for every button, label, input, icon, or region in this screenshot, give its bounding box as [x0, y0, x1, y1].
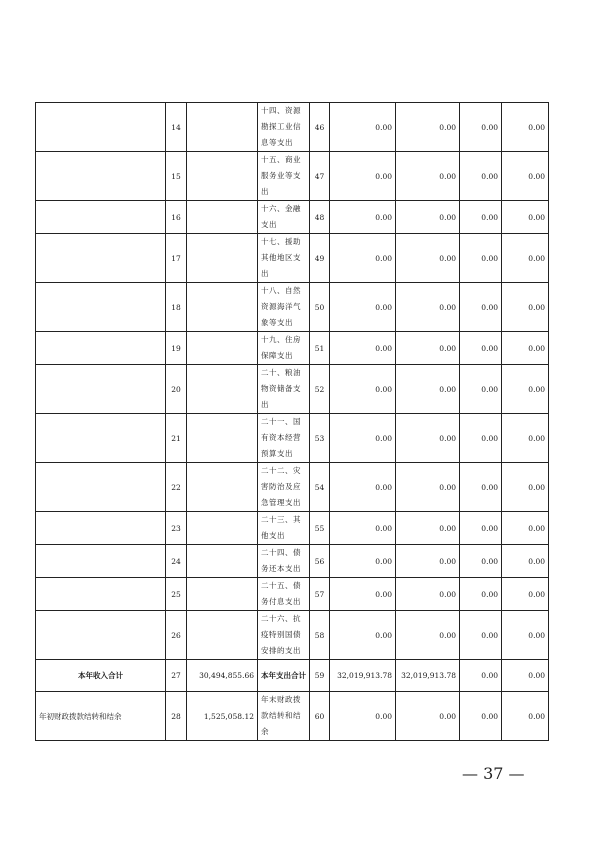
row-value-capital: 0.00	[502, 201, 549, 234]
row-right-number: 52	[310, 365, 330, 414]
row-value-total: 0.00	[330, 234, 396, 283]
row-left-amount	[187, 578, 258, 611]
row-value-fund: 0.00	[460, 152, 502, 201]
row-expense-item: 二十三、其他支出	[258, 512, 310, 545]
row-left-amount	[187, 611, 258, 660]
row-value-total: 0.00	[330, 578, 396, 611]
page-number: — 37 —	[462, 764, 525, 783]
row-left-label	[36, 611, 166, 660]
row-value-general: 0.00	[396, 578, 460, 611]
row-value-general: 0.00	[396, 201, 460, 234]
table-row	[36, 660, 549, 692]
row-right-number: 48	[310, 201, 330, 234]
row-left-number: 15	[166, 152, 187, 201]
row-left-amount	[187, 201, 258, 234]
row-left-label	[36, 578, 166, 611]
table-row	[36, 365, 549, 414]
row-value-fund: 0.00	[460, 201, 502, 234]
row-left-amount: 1,525,058.12	[187, 692, 258, 741]
row-value-fund: 0.00	[460, 234, 502, 283]
row-right-number: 59	[310, 660, 330, 692]
row-left-label	[36, 332, 166, 365]
row-expense-item: 二十五、债务付息支出	[258, 578, 310, 611]
row-value-total: 0.00	[330, 611, 396, 660]
table-body	[36, 103, 549, 741]
row-value-capital: 0.00	[502, 545, 549, 578]
row-left-label	[36, 103, 166, 152]
row-value-capital: 0.00	[502, 414, 549, 463]
table-row	[36, 512, 549, 545]
row-left-number: 24	[166, 545, 187, 578]
row-value-fund: 0.00	[460, 332, 502, 365]
row-expense-item: 二十一、国有资本经营预算支出	[258, 414, 310, 463]
table-row	[36, 414, 549, 463]
row-value-general: 0.00	[396, 283, 460, 332]
row-expense-item: 二十二、灾害防治及应急管理支出	[258, 463, 310, 512]
row-value-general: 0.00	[396, 463, 460, 512]
row-value-fund: 0.00	[460, 545, 502, 578]
row-value-capital: 0.00	[502, 103, 549, 152]
row-left-number: 23	[166, 512, 187, 545]
row-value-fund: 0.00	[460, 512, 502, 545]
row-left-label	[36, 152, 166, 201]
row-expense-item: 二十四、债务还本支出	[258, 545, 310, 578]
row-left-label	[36, 545, 166, 578]
table-row	[36, 545, 549, 578]
row-value-capital: 0.00	[502, 283, 549, 332]
row-expense-item: 本年支出合计	[258, 660, 310, 692]
row-value-general: 0.00	[396, 611, 460, 660]
row-left-amount	[187, 545, 258, 578]
row-left-amount	[187, 103, 258, 152]
row-expense-item: 二十、粮油物资储备支出	[258, 365, 310, 414]
row-value-total: 0.00	[330, 414, 396, 463]
row-value-fund: 0.00	[460, 578, 502, 611]
row-expense-item: 年末财政拨款结转和结余	[258, 692, 310, 741]
table-row	[36, 152, 549, 201]
row-value-total: 0.00	[330, 103, 396, 152]
row-left-label	[36, 512, 166, 545]
row-value-capital: 0.00	[502, 365, 549, 414]
row-right-number: 57	[310, 578, 330, 611]
row-left-number: 28	[166, 692, 187, 741]
row-right-number: 53	[310, 414, 330, 463]
row-value-fund: 0.00	[460, 365, 502, 414]
row-value-total: 0.00	[330, 152, 396, 201]
row-value-total: 0.00	[330, 201, 396, 234]
row-value-general: 0.00	[396, 152, 460, 201]
row-right-number: 51	[310, 332, 330, 365]
row-right-number: 56	[310, 545, 330, 578]
row-value-total: 0.00	[330, 463, 396, 512]
row-value-total: 0.00	[330, 512, 396, 545]
row-left-amount	[187, 414, 258, 463]
row-left-label: 年初财政拨款结转和结余	[36, 692, 166, 741]
row-value-capital: 0.00	[502, 234, 549, 283]
row-value-general: 0.00	[396, 414, 460, 463]
row-left-number: 19	[166, 332, 187, 365]
row-expense-item: 十九、住房保障支出	[258, 332, 310, 365]
row-value-general: 32,019,913.78	[396, 660, 460, 692]
row-value-fund: 0.00	[460, 103, 502, 152]
row-left-label: 本年收入合计	[36, 660, 166, 692]
row-value-capital: 0.00	[502, 152, 549, 201]
row-value-capital: 0.00	[502, 463, 549, 512]
row-expense-item: 十四、资源勘探工业信息等支出	[258, 103, 310, 152]
row-left-amount	[187, 283, 258, 332]
row-expense-item: 十五、商业服务业等支出	[258, 152, 310, 201]
row-right-number: 50	[310, 283, 330, 332]
row-right-number: 55	[310, 512, 330, 545]
row-value-total: 0.00	[330, 692, 396, 741]
table-row	[36, 332, 549, 365]
row-left-label	[36, 414, 166, 463]
row-value-fund: 0.00	[460, 660, 502, 692]
table-row	[36, 201, 549, 234]
row-value-total: 0.00	[330, 332, 396, 365]
row-value-fund: 0.00	[460, 283, 502, 332]
row-left-number: 18	[166, 283, 187, 332]
row-value-capital: 0.00	[502, 578, 549, 611]
row-left-amount: 30,494,855.66	[187, 660, 258, 692]
row-expense-item: 十七、援助其他地区支出	[258, 234, 310, 283]
row-left-amount	[187, 512, 258, 545]
row-expense-item: 二十六、抗疫特别国债安排的支出	[258, 611, 310, 660]
row-value-total: 0.00	[330, 545, 396, 578]
row-left-number: 27	[166, 660, 187, 692]
row-left-number: 17	[166, 234, 187, 283]
row-expense-item: 十八、自然资源海洋气象等支出	[258, 283, 310, 332]
row-value-total: 0.00	[330, 283, 396, 332]
table-row	[36, 611, 549, 660]
row-value-total: 32,019,913.78	[330, 660, 396, 692]
row-left-label	[36, 234, 166, 283]
row-left-amount	[187, 332, 258, 365]
row-value-capital: 0.00	[502, 660, 549, 692]
table-row	[36, 283, 549, 332]
row-left-amount	[187, 365, 258, 414]
row-right-number: 58	[310, 611, 330, 660]
row-left-amount	[187, 234, 258, 283]
row-value-general: 0.00	[396, 103, 460, 152]
row-right-number: 46	[310, 103, 330, 152]
table-row	[36, 234, 549, 283]
table-row	[36, 692, 549, 741]
table-row	[36, 578, 549, 611]
row-value-general: 0.00	[396, 545, 460, 578]
row-right-number: 54	[310, 463, 330, 512]
row-expense-item: 十六、金融支出	[258, 201, 310, 234]
row-left-label	[36, 283, 166, 332]
row-left-number: 21	[166, 414, 187, 463]
row-left-number: 25	[166, 578, 187, 611]
row-value-capital: 0.00	[502, 332, 549, 365]
row-value-total: 0.00	[330, 365, 396, 414]
table-row	[36, 463, 549, 512]
row-right-number: 47	[310, 152, 330, 201]
row-value-general: 0.00	[396, 692, 460, 741]
row-value-fund: 0.00	[460, 692, 502, 741]
row-left-label	[36, 365, 166, 414]
row-value-capital: 0.00	[502, 512, 549, 545]
row-value-capital: 0.00	[502, 692, 549, 741]
row-left-number: 26	[166, 611, 187, 660]
row-value-general: 0.00	[396, 365, 460, 414]
row-value-general: 0.00	[396, 512, 460, 545]
row-left-amount	[187, 463, 258, 512]
row-right-number: 49	[310, 234, 330, 283]
row-value-general: 0.00	[396, 332, 460, 365]
row-left-number: 14	[166, 103, 187, 152]
row-value-capital: 0.00	[502, 611, 549, 660]
row-value-fund: 0.00	[460, 611, 502, 660]
row-left-number: 20	[166, 365, 187, 414]
row-left-amount	[187, 152, 258, 201]
row-left-label	[36, 201, 166, 234]
row-value-general: 0.00	[396, 234, 460, 283]
row-value-fund: 0.00	[460, 463, 502, 512]
row-left-label	[36, 463, 166, 512]
row-left-number: 16	[166, 201, 187, 234]
row-value-fund: 0.00	[460, 414, 502, 463]
row-left-number: 22	[166, 463, 187, 512]
table-row	[36, 103, 549, 152]
row-right-number: 60	[310, 692, 330, 741]
fiscal-appropriation-table	[35, 102, 549, 741]
